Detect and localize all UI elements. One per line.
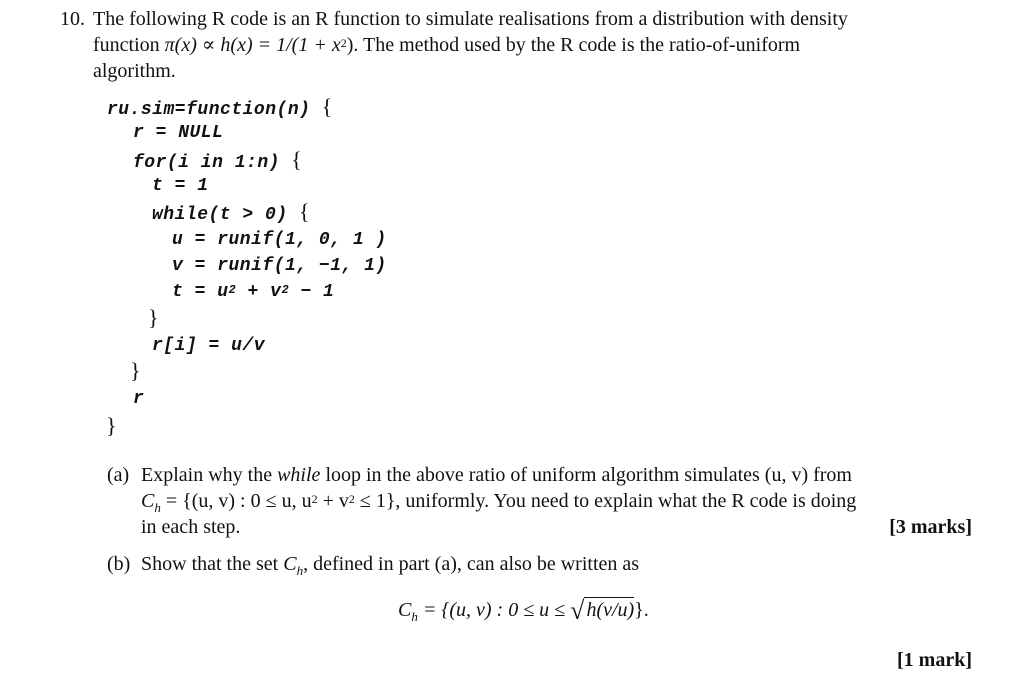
sqrt-sign: √	[570, 596, 585, 625]
code-exp-u: 2	[228, 283, 237, 297]
code-line-7: v = runif(1, −1, 1)	[172, 256, 387, 276]
part-b-text-2: , defined in part (a), can also be written as	[303, 553, 640, 575]
code-line-2: r = NULL	[133, 123, 224, 143]
code-t-assign: t = u	[172, 282, 229, 302]
density-formula: π(x) ∝ h(x) = 1/(1 + x	[164, 34, 341, 56]
eq-set-subscript: h	[411, 609, 418, 624]
code-line-3	[133, 147, 302, 176]
part-b-set-subscript: h	[296, 563, 304, 578]
set-subscript: h	[154, 500, 161, 515]
code-close-while: }	[148, 305, 160, 330]
part-a-text-1b: loop in the above ratio of uniform algorithm simulates (u, v) from	[320, 464, 852, 486]
code-close-function: }	[106, 413, 118, 438]
density-exponent: 2	[340, 36, 347, 50]
eq-set-symbol: C	[398, 599, 412, 621]
code-line-8	[172, 279, 334, 305]
part-b-label: (b)	[107, 553, 131, 575]
set-symbol: C	[141, 490, 155, 512]
intro-line-1: The following R code is an R function to simulate realisations from a distribution with density	[93, 8, 848, 30]
intro-line-3: algorithm.	[93, 60, 176, 82]
set-definition: = {(u, v) : 0 ≤ u, u	[160, 490, 312, 512]
part-a-line-3: in each step.	[141, 516, 241, 538]
code-line-4: t = 1	[152, 176, 209, 196]
code-while-brace: {	[298, 199, 310, 224]
code-line-1	[107, 94, 333, 123]
sqrt-argument: h(v/u)	[586, 599, 635, 621]
intro-line-2	[93, 32, 800, 58]
code-for-loop: for(i in 1:n)	[133, 153, 280, 173]
code-exp-v: 2	[281, 283, 290, 297]
code-function-def: ru.sim=function(n)	[107, 100, 311, 120]
set-definition-2: + v	[317, 490, 349, 512]
code-open-brace: {	[321, 94, 333, 119]
code-minus-one: − 1	[289, 282, 335, 302]
set-exp-v: 2	[348, 492, 355, 506]
code-line-12: r	[133, 389, 145, 409]
part-b-set-symbol: C	[283, 553, 297, 575]
part-b-line-1	[141, 551, 639, 584]
display-equation	[398, 597, 649, 630]
code-while-loop: while(t > 0)	[152, 205, 288, 225]
set-exp-u: 2	[311, 492, 318, 506]
intro-line-2-end: ). The method used by the R code is the ratio-of-uniform	[346, 34, 801, 56]
code-close-for: }	[130, 358, 142, 383]
part-b-text-1: Show that the set	[141, 553, 284, 575]
while-keyword: while	[277, 464, 321, 486]
eq-set-body: = {(u, v) : 0 ≤ u ≤	[417, 599, 571, 621]
part-a-line-1	[141, 462, 852, 488]
code-line-10: r[i] = u/v	[152, 336, 266, 356]
part-a-marks: [3 marks]	[889, 516, 972, 538]
intro-line-2-text: function	[93, 34, 165, 56]
part-a-label: (a)	[107, 464, 130, 486]
eq-close: }.	[634, 599, 649, 621]
code-plus-v: + v	[236, 282, 282, 302]
part-a-text-1: Explain why the	[141, 464, 278, 486]
code-for-brace: {	[291, 147, 303, 172]
part-b-marks: [1 mark]	[897, 649, 972, 671]
code-line-5	[152, 199, 310, 228]
question-number: 10.	[60, 8, 85, 30]
sqrt-expression	[570, 597, 634, 624]
set-definition-3: ≤ 1}, uniformly. You need to explain what the R code is doing	[354, 490, 857, 512]
code-line-6: u = runif(1, 0, 1 )	[172, 230, 387, 250]
part-a-line-2	[141, 488, 856, 521]
